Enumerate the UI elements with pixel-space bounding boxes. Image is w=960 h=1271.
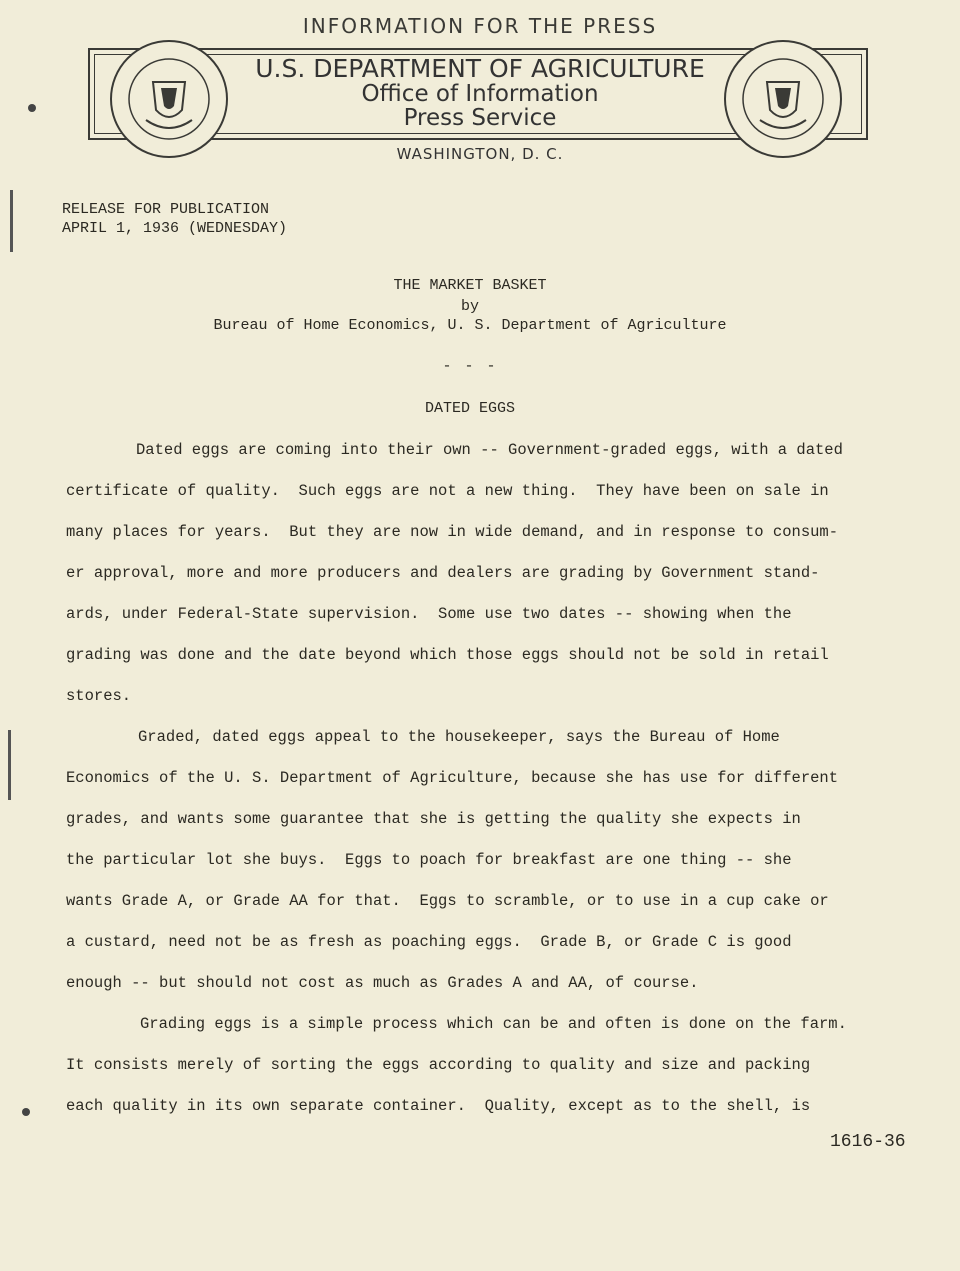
body-line: the particular lot she buys. Eggs to poach for breakfast are one thing -- she: [66, 851, 792, 869]
body-line: enough -- but should not cost as much as Grades A and AA, of course.: [66, 974, 699, 992]
separator: - - -: [442, 358, 498, 375]
byline-by: by: [460, 298, 479, 315]
department-name: U.S. DEPARTMENT OF AGRICULTURE: [255, 54, 705, 83]
city-line: WASHINGTON, D. C.: [396, 145, 564, 163]
body-line: a custard, need not be as fresh as poaching eggs. Grade B, or Grade C is good: [66, 933, 792, 951]
body-line: grades, and wants some guarantee that she is getting the quality she expects in: [66, 810, 801, 828]
body-line: er approval, more and more producers and dealers are grading by Government stand-: [66, 564, 820, 582]
press-header: INFORMATION FOR THE PRESS: [302, 14, 658, 38]
release-date-block: [62, 200, 287, 238]
body-line: Graded, dated eggs appeal to the housekeeper, says the Bureau of Home: [138, 728, 780, 746]
release-date: APRIL 1, 1936 (WEDNESDAY): [62, 220, 288, 237]
punch-hole-bottom: [22, 1108, 30, 1116]
office-name: Office of Information: [361, 81, 599, 107]
article-heading: DATED EGGS: [424, 400, 515, 417]
body-line: wants Grade A, or Grade AA for that. Eggs to scramble, or to use in a cup cake or: [66, 892, 829, 910]
service-name: Press Service: [403, 105, 557, 131]
body-line: certificate of quality. Such eggs are not a new thing. They have been on sale in: [66, 482, 829, 500]
byline-author: Bureau of Home Economics, U. S. Department of Agriculture: [213, 317, 727, 334]
body-line: Dated eggs are coming into their own -- Government-graded eggs, with a dated: [136, 441, 843, 459]
edge-mark-top: [10, 190, 13, 252]
release-code: 1616-36: [830, 1132, 906, 1152]
edge-mark-middle: [8, 730, 11, 800]
release-line: RELEASE FOR PUBLICATION: [62, 201, 270, 218]
body-line: Economics of the U. S. Department of Agriculture, because she has use for different: [66, 769, 839, 787]
body-line: each quality in its own separate container. Quality, except as to the shell, is: [66, 1097, 811, 1115]
body-line: ards, under Federal-State supervision. Some use two dates -- showing when the: [66, 605, 792, 623]
body-line: stores.: [66, 687, 132, 705]
column-title: THE MARKET BASKET: [393, 277, 547, 294]
body-line: Grading eggs is a simple process which can be and often is done on the farm.: [140, 1015, 847, 1033]
body-line: grading was done and the date beyond which those eggs should not be sold in retail: [66, 646, 829, 664]
body-line: It consists merely of sorting the eggs according to quality and size and packing: [66, 1056, 811, 1074]
body-line: many places for years. But they are now in wide demand, and in response to consum-: [66, 523, 839, 541]
punch-hole-top: [28, 104, 36, 112]
